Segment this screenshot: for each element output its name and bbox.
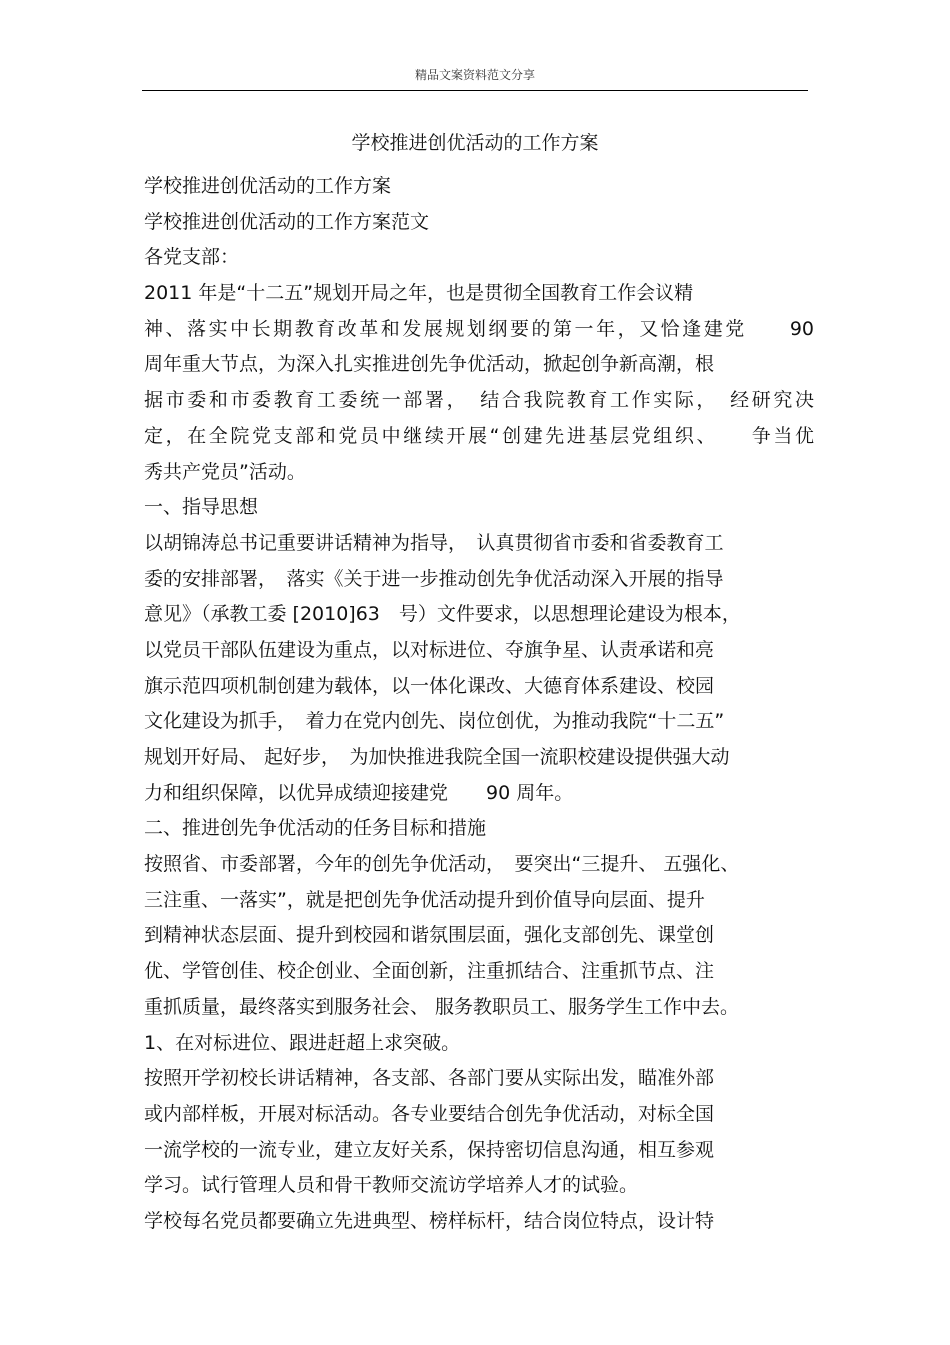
text-line: 以胡锦涛总书记重要讲话精神为指导， 认真贯彻省市委和省委教育工 (144, 531, 724, 554)
text-line: 意见》（承教工委 [2010]63 号）文件要求，以思想理论建设为根本， (144, 603, 741, 626)
text-line: 秀共产党员”活动。 (144, 460, 306, 483)
section-heading: 二、推进创先争优活动的任务目标和措施 (144, 817, 487, 840)
text-line: 学校推进创优活动的工作方案 (144, 175, 392, 197)
header-note: 精品文案资料范文分享 (414, 68, 535, 82)
text-line: 学校推进创优活动的工作方案范文 (144, 210, 430, 233)
text-line: 重抓质量，最终落实到服务社会、 服务教职员工、服务学生工作中去。 (144, 995, 740, 1018)
text-line: 三注重、一落实”，就是把创先争优活动提升到价值导向层面、提升 (144, 888, 705, 911)
document-body (144, 173, 814, 1244)
text-line: 以党员干部队伍建设为重点，以对标进位、夺旗争星、认责承诺和亮 (144, 638, 715, 661)
header-divider (142, 90, 808, 91)
text-line: 旗示范四项机制创建为载体，以一体化课改、大德育体系建设、校园 (144, 674, 715, 697)
text-line: 定，在全院党支部和党员中继续开展“创建先进基层党组织、 争当优 (144, 424, 814, 447)
text-line: 学习。试行管理人员和骨干教师交流访学培养人才的试验。 (144, 1174, 639, 1197)
text-line: 按照省、市委部署，今年的创先争优活动， 要突出“三提升、 五强化、 (144, 853, 740, 876)
text-line: 据市委和市委教育工委统一部署， 结合我院教育工作实际， 经研究决 (144, 389, 814, 412)
text-line: 学校每名党员都要确立先进典型、榜样标杆，结合岗位特点，设计特 (144, 1209, 715, 1232)
text-line: 力和组织保障，以优异成绩迎接建党 90 周年。 (144, 781, 574, 804)
text-line: 2011 年是“十二五”规划开局之年，也是贯彻全国教育工作会议精 (144, 282, 694, 305)
text-line: 优、学管创佳、校企创业、全面创新，注重抓结合、注重抓节点、注 (144, 960, 715, 983)
text-line: 周年重大节点，为深入扎实推进创先争优活动，掀起创争新高潮，根 (144, 353, 715, 376)
text-line: 一流学校的一流专业，建立友好关系，保持密切信息沟通，相互参观 (144, 1138, 715, 1161)
subsection-heading: 1、在对标进位、跟进赶超上求突破。 (144, 1031, 461, 1054)
text-line: 或内部样板，开展对标活动。各专业要结合创先争优活动，对标全国 (144, 1102, 715, 1125)
text-line: 文化建设为抓手， 着力在党内创先、岗位创优，为推动我院“十二五” (144, 710, 725, 733)
document-title: 学校推进创优活动的工作方案 (351, 132, 599, 154)
text-line: 各党支部： (144, 246, 240, 269)
text-line: 委的安排部署， 落实《关于进一步推动创先争优活动深入开展的指导 (144, 567, 724, 590)
section-heading: 一、指导思想 (144, 496, 259, 519)
text-line: 按照开学初校长讲话精神，各支部、各部门要从实际出发，瞄准外部 (144, 1067, 715, 1090)
text-line: 规划开好局、 起好步， 为加快推进我院全国一流职校建设提供强大动 (144, 746, 730, 768)
text-line: 神、落实中长期教育改革和发展规划纲要的第一年，又恰逢建党 90 (144, 317, 814, 340)
text-line: 到精神状态层面、提升到校园和谐氛围层面，强化支部创先、课堂创 (144, 924, 715, 947)
